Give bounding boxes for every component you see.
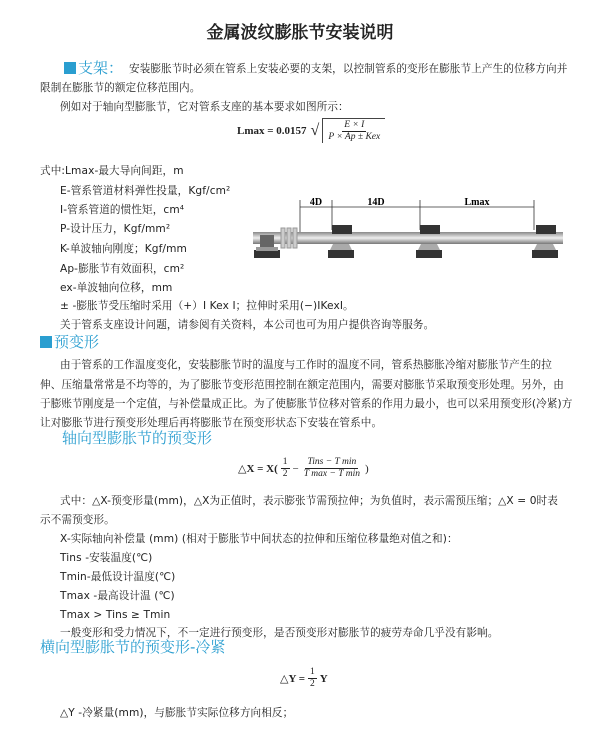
temp-fraction [302,457,362,480]
axial-line: Tmax -最高设计温 (℃) [60,590,175,602]
square-bullet-icon [40,336,52,348]
support-heading [64,59,123,77]
frac-d: 2 [282,469,288,479]
minus-sign: − [292,462,299,475]
half-fraction [308,667,317,690]
formula-denominator: P × Ap ± Kex [328,132,381,142]
support-heading-text: 支架： [78,59,124,77]
support-diagram [248,195,568,280]
formula-lhs: Lmax = 0.0157 [237,124,307,137]
support-line: 安装膨胀节时必须在管系上安装必要的支架，以控制管系的变形在膨胀节上产生的位移方向并 [129,63,568,75]
dim-label-4d: 4D [309,197,323,208]
axial-line: 式中：△X-预变形量(mm)，△X为正值时，表示膨张节需预拉伸；为负值时，表示需预压缩；△X = 0时表 [60,495,558,507]
axial-line: Tmax > Tins ≥ Tmin [60,609,171,621]
legend-line: I-管系管道的惯性矩，cm⁴ [60,204,185,216]
frac-d: 2 [310,679,315,689]
lateral-formula [280,667,328,690]
legend-line: ± -膨胀节受压缩时采用（+）I Kex I；拉伸时采用(−)IKexI。 [60,300,354,312]
support-line: 例如对于轴向型膨胀节，它对管系支座的基本要求如图所示： [60,101,349,113]
formula-rhs: Y [319,672,328,685]
axial-line: Tins -安装温度(℃) [60,552,153,564]
pipe [253,232,563,244]
axial-line: Tmin-最低设计温度(℃) [60,571,176,583]
axial-heading: 轴向型膨胀节的预变形 [62,429,213,447]
paragraph-line: 让对膨胀节进行预变形处理后再将膨胀节在预变形状态下安装在管系中。 [40,417,383,429]
legend-line: E-管系管道材料弹性投量，Kgf/cm² [60,185,231,197]
axial-formula [238,457,369,480]
frac-d: T max − T min [303,469,360,479]
legend-line: 式中:Lmax-最大导向间距，m [40,165,184,177]
frac-n: Tins − T min [307,457,357,467]
lateral-heading: 横向型膨胀节的预变形-冷紧 [40,638,226,656]
legend-line: Ap-膨胀节有效面积，cm² [60,263,185,275]
legend-line: K-单波轴向刚度；Kgf/mm [60,243,187,255]
close-paren: ) [364,462,369,475]
axial-line: 示不需预变形。 [40,514,115,526]
page-title: 金属波纹膨胀节安装说明 [206,23,394,43]
support-line: 限制在膨胀节的额定位移范围内。 [40,82,201,94]
bellows [281,228,297,248]
predeform-heading-text: 预变形 [54,333,100,351]
axial-line: 一般变形和受力情况下，不一定进行预变形，是否预变形对膨胀节的疲劳寿命几乎没有影响。 [60,627,499,639]
predeform-heading [40,333,99,351]
legend-line: 关于管系支座设计问题，请参阅有关资料，本公司也可为用户提供咨询等服务。 [60,319,435,331]
square-bullet-icon [64,62,76,74]
half-fraction [281,457,290,480]
sqrt-symbol: √ $\frac{E \times I}{\text{P × Ap ± Kex}}$ [311,118,389,143]
paragraph-line: 于膨账节刚度是一个定值，与补偿量成正比。为了使膨胀节位移对管系的作用力最小，也可以采用预变形(冷紧)方 [40,398,573,410]
dim-label-lmax: Lmax [464,197,490,208]
legend-line: ex-单波轴向位移，mm [60,282,173,294]
paragraph-line: 伸、压缩量常常是不均等的，为了膨胀节变形范围控制在额定范围内，需要对膨胀节采取预变形处理。另外，由 [40,379,564,391]
lateral-line: △Y -冷紧量(mm)，与膨胀节实际位移方向相反； [60,707,294,719]
legend-line: P-设计压力，Kgf/mm² [60,223,171,235]
formula-numerator: E × I [344,120,365,130]
formula-lhs: △X = X( [238,463,278,475]
formula-lhs: △Y = [280,673,306,685]
dim-label-14d: 14D [367,197,385,208]
paragraph-line: 由于管系的工作温度变化，安装膨胀节时的温度与工作时的温度不同，管系热膨胀冷缩对膨胀节产生的拉 [60,359,552,371]
axial-line: X-实际轴向补偿量 (mm) (相对于膨胀节中间状态的拉伸和压缩位移量绝对值之和)： [60,533,458,545]
frac-n: 1 [282,457,288,467]
frac-n: 1 [310,667,315,677]
lmax-formula [237,118,388,143]
